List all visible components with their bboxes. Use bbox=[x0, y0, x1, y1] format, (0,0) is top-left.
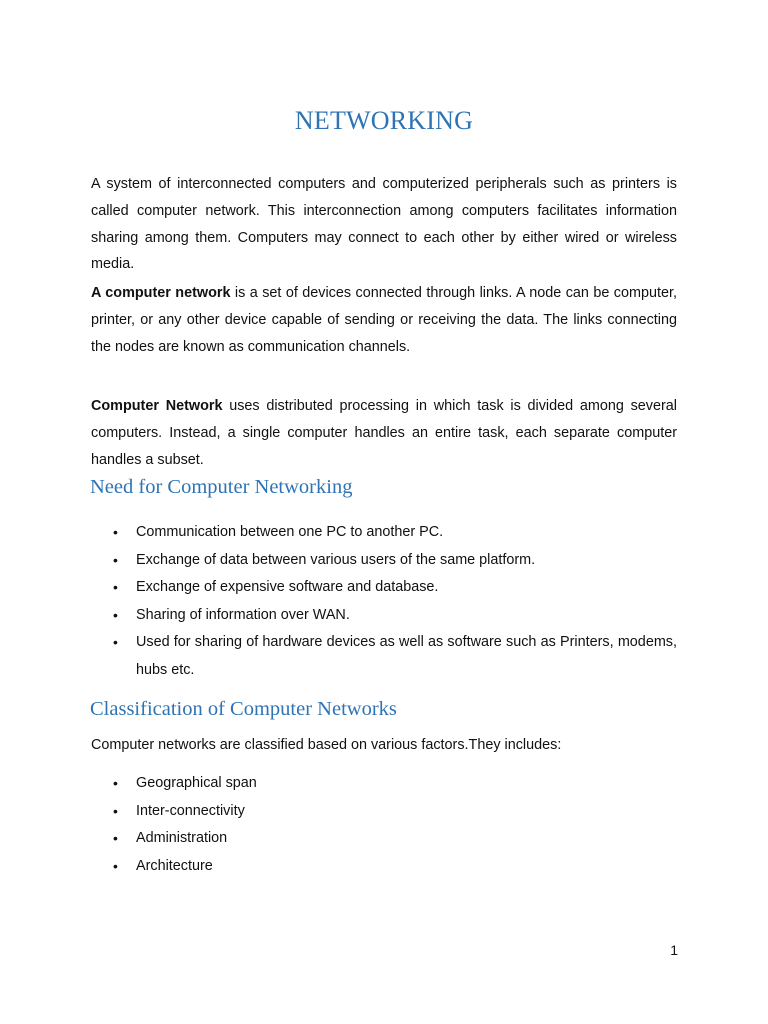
bullet-icon: • bbox=[113, 775, 118, 791]
list-item: • Architecture bbox=[91, 853, 677, 881]
intro-paragraph: A system of interconnected computers and computerized peripherals such as printers is called computer network. This interconnection among computers facilitates information sharing among them. Computers may connect to each other by either wired or wireless media. bbox=[91, 176, 677, 273]
need-list bbox=[91, 519, 677, 684]
bullet-icon: • bbox=[113, 524, 118, 540]
bullet-icon: • bbox=[113, 606, 118, 623]
classification-section-heading: Classification of Computer Networks bbox=[90, 698, 397, 720]
classification-intro: Computer networks are classified based on various factors.They includes: bbox=[91, 737, 562, 753]
list-item: • Exchange of data between various users of the same platform. bbox=[91, 547, 677, 575]
page-title: NETWORKING bbox=[294, 106, 474, 135]
page-number: 1 bbox=[670, 942, 678, 958]
bullet-icon: • bbox=[113, 802, 118, 819]
list-item: • Inter-connectivity bbox=[91, 798, 677, 826]
bullet-icon: • bbox=[113, 579, 118, 595]
definition-paragraph bbox=[91, 280, 677, 360]
list-item: • Administration bbox=[91, 825, 677, 853]
distributed-text: uses distributed processing in which task is divided among several computers. Instead, a single computer handles an entire task, each separate computer handles a subset. bbox=[91, 398, 677, 468]
bullet-icon: • bbox=[113, 830, 118, 846]
definition-bold-term: A computer network bbox=[91, 285, 231, 301]
bullet-icon: • bbox=[113, 551, 118, 568]
bullet-icon: • bbox=[113, 857, 118, 874]
list-item: • Geographical span bbox=[91, 770, 677, 798]
definition-text: is a set of devices connected through links. A node can be computer, printer, or any other device capable of sending or receiving the data. The links connecting the nodes are known as communication channels. bbox=[91, 285, 677, 355]
classification-list bbox=[91, 770, 677, 880]
list-item: • Sharing of information over WAN. bbox=[91, 602, 677, 630]
distributed-bold-term: Computer Network bbox=[91, 398, 223, 414]
bullet-icon: • bbox=[113, 634, 118, 650]
list-item: • Exchange of expensive software and database. bbox=[91, 574, 677, 602]
need-section-heading: Need for Computer Networking bbox=[90, 476, 353, 498]
list-item: • Communication between one PC to another PC. bbox=[91, 519, 677, 547]
list-item: • Used for sharing of hardware devices as well as software such as Printers, modems, hubs etc. bbox=[91, 629, 677, 684]
distributed-paragraph bbox=[91, 393, 677, 473]
